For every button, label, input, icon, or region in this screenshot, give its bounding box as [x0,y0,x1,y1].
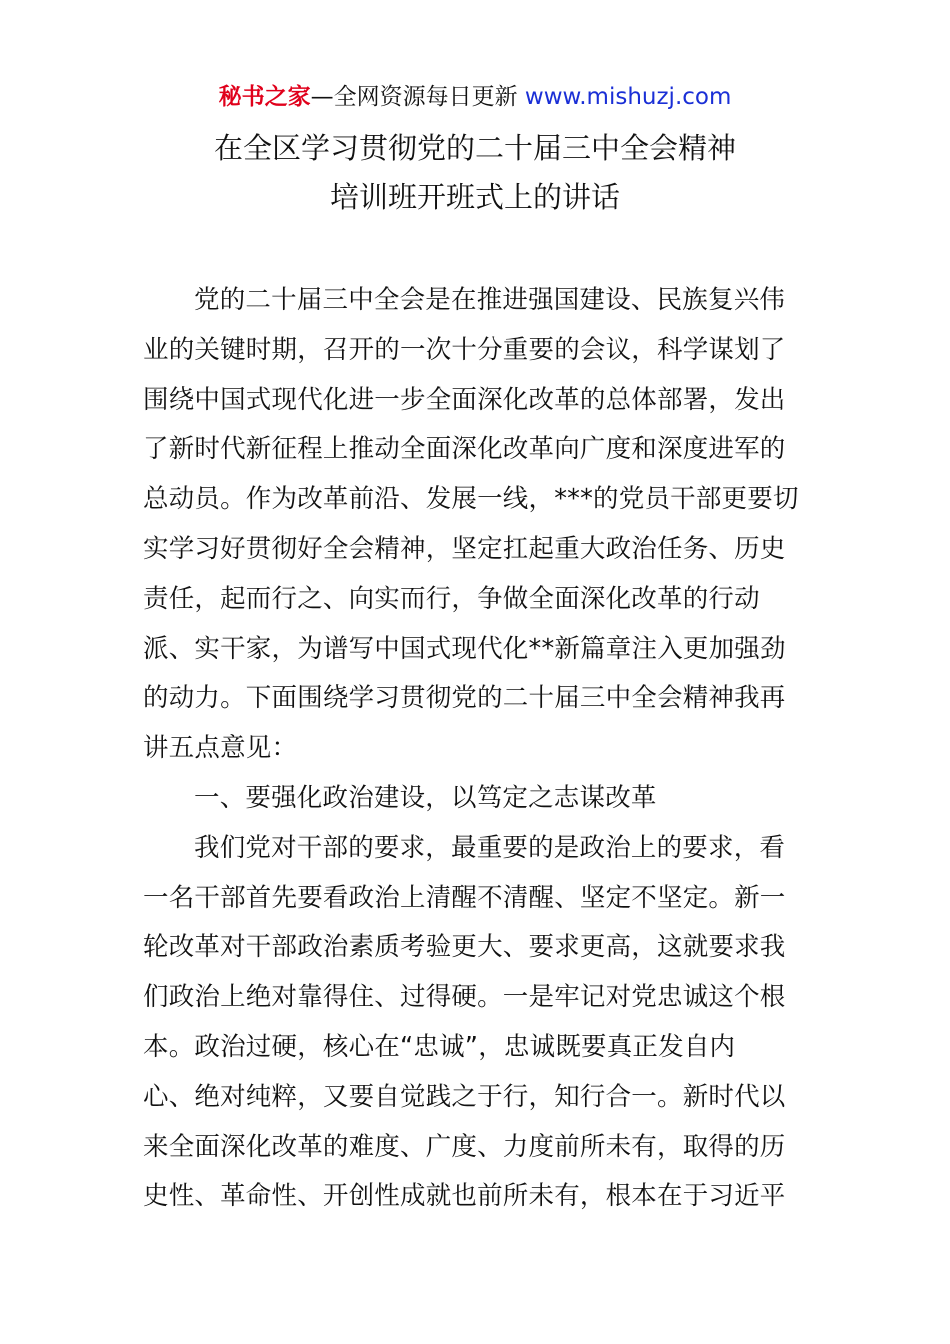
paragraph-line: 本。政治过硬，核心在“忠诚”，忠诚既要真正发自内 [143,1031,736,1062]
document-title-line-2: 培训班开班式上的讲话 [329,180,620,214]
paragraph-line: 的动力。下面围绕学习贯彻党的二十届三中全会精神我再 [143,683,786,714]
paragraph-line: 一名干部首先要看政治上清醒不清醒、坚定不坚定。新一 [143,882,786,913]
site-url-link[interactable]: www.mishuzj.com [524,84,732,110]
paragraph-line: 们政治上绝对靠得住、过得硬。一是牢记对党忠诚这个根 [143,982,786,1013]
paragraph-line: 派、实干家，为谱写中国式现代化**新篇章注入更加强劲 [143,633,786,664]
paragraph-line: 了新时代新征程上推动全面深化改革向广度和深度进军的 [143,434,786,465]
paragraph-line: 围绕中国式现代化进一步全面深化改革的总体部署，发出 [143,384,786,415]
document-title-line-1: 在全区学习贯彻党的二十届三中全会精神 [213,131,736,165]
paragraph-line: 我们党对干部的要求，最重要的是政治上的要求，看 [194,832,786,863]
brand-name: 秘书之家 [218,84,311,110]
paragraph-line: 总动员。作为改革前沿、发展一线，***的党员干部更要切 [143,484,799,515]
paragraph-line: 实学习好贯彻好全会精神，坚定扛起重大政治任务、历史 [143,533,786,564]
paragraph-line: 轮改革对干部政治素质考验更大、要求更高，这就要求我 [143,932,786,963]
header-tagline: —全网资源每日更新 [310,84,518,110]
paragraph-line: 心、绝对纯粹，又要自觉践之于行，知行合一。新时代以 [143,1081,786,1112]
paragraph-line: 讲五点意见： [143,733,298,764]
page-header [0,80,950,114]
paragraph-line: 来全面深化改革的难度、广度、力度前所未有，取得的历 [143,1131,786,1162]
document-body [143,276,807,1222]
paragraph-line: 党的二十届三中全会是在推进强国建设、民族复兴伟 [194,285,786,315]
paragraph-line: 责任，起而行之、向实而行，争做全面深化改革的行动 [143,583,760,614]
paragraph-line: 史性、革命性、开创性成就也前所未有，根本在于习近平 [143,1181,786,1212]
paragraph-line: 业的关键时期，召开的一次十分重要的会议，科学谋划了 [143,334,786,365]
section-heading: 一、要强化政治建设，以笃定之志谋改革 [194,782,657,813]
